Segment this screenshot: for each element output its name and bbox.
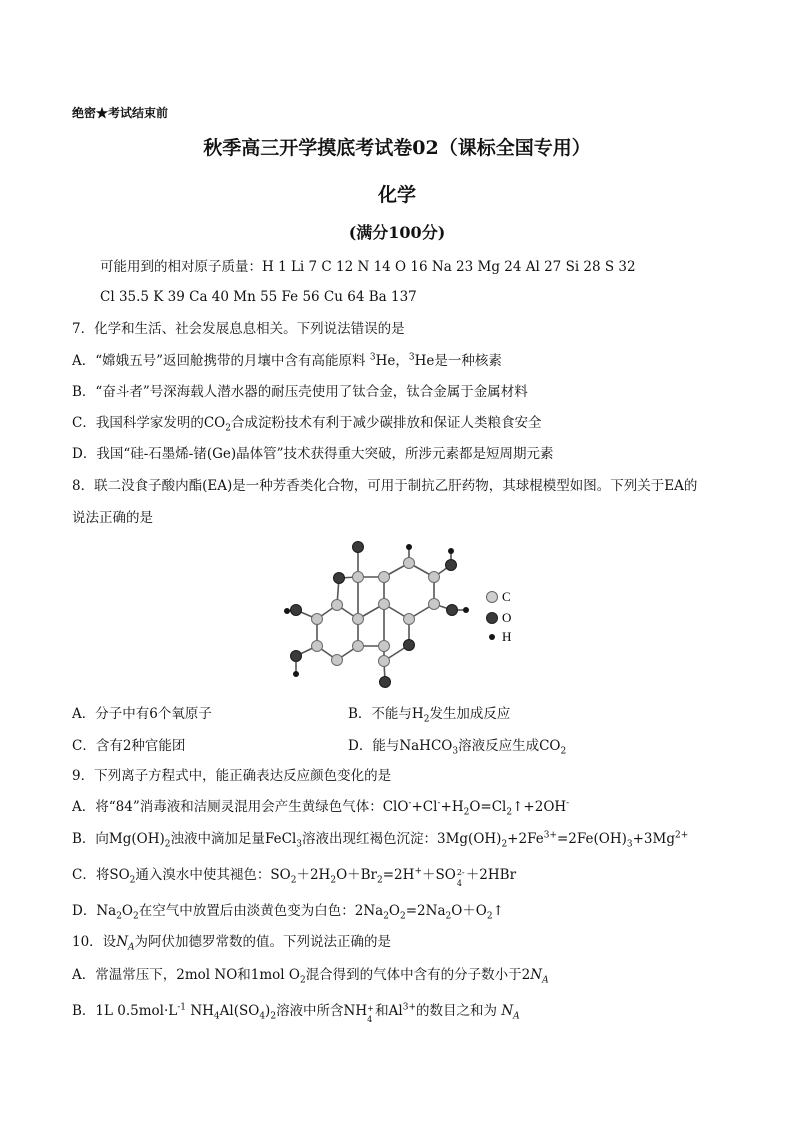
q9-option-b: B．向$Mg(OH)_2$浊液中滴加足量FeCl$_3$溶液出现红褐色沉淀：$3Mg(OH)_2+2Fe^{3+}=2Fe(OH)_3+3Mg^{2+}$ bbox=[72, 830, 689, 850]
legend-hydrogen-label: H bbox=[502, 629, 512, 644]
hydrogen-atom bbox=[406, 544, 412, 550]
q7-option-d: D．我国“硅-石墨烯-锗(Ge)晶体管”技术获得重大突破，所涉元素都是短周期元素 bbox=[72, 446, 554, 462]
oxygen-atom bbox=[446, 560, 457, 571]
carbon-atom bbox=[429, 572, 440, 583]
atomic-masses-line-1: 可能用到的相对原子质量：H 1 Li 7 C 12 N 14 O 16 Na 23 Mg 24 Al 27 Si 28 S 32 bbox=[100, 259, 636, 275]
full-score: (满分100分) bbox=[348, 223, 446, 242]
hydrogen-atom bbox=[448, 548, 454, 554]
carbon-atom bbox=[379, 599, 390, 610]
exam-title: 秋季高三开学摸底考试卷02（课标全国专用） bbox=[203, 137, 591, 159]
oxygen-atom bbox=[404, 640, 415, 651]
oxygen-atom bbox=[291, 605, 302, 616]
molecule-legend bbox=[487, 589, 512, 644]
q7-stem: 7．化学和生活、社会发展息息相关。下列说法错误的是 bbox=[72, 321, 405, 337]
oxygen-atom bbox=[291, 651, 302, 662]
ea-ball-and-stick-model bbox=[270, 535, 530, 695]
oxygen-atom bbox=[447, 605, 458, 616]
carbon-atom bbox=[404, 614, 415, 625]
q9-stem: 9．下列离子方程式中，能正确表达反应颜色变化的是 bbox=[72, 768, 392, 784]
hydrogen-atom bbox=[293, 671, 299, 677]
legend-oxygen-label: O bbox=[502, 610, 512, 625]
oxygen-atom bbox=[334, 573, 345, 584]
carbon-atom bbox=[353, 641, 364, 652]
q8-stem-line-2: 说法正确的是 bbox=[72, 510, 153, 526]
q9-option-c: C．将$SO_2$通入溴水中使其褪色：$SO_2+2H_2O+Br_2=2H^++SO$ 2- 4 ＋2HBr bbox=[72, 866, 517, 888]
q8-option-c: C．含有2种官能团 bbox=[72, 738, 186, 754]
q9-option-a: A．将“84”消毒液和洁厕灵混用会产生黄绿色气体：$ClO^-+Cl^-+H_2O=Cl_2↑+2OH^-$ bbox=[72, 798, 570, 818]
legend-carbon-ball bbox=[487, 592, 498, 603]
carbon-atom bbox=[379, 572, 390, 583]
oxygen-atom bbox=[380, 677, 391, 688]
confidential-label: 绝密★考试结束前 bbox=[72, 106, 169, 120]
carbon-atom bbox=[312, 614, 323, 625]
carbon-atom bbox=[312, 641, 323, 652]
q7-option-b: B．“奋斗者”号深海载人潜水器的耐压壳使用了钛合金，钛合金属于金属材料 bbox=[72, 384, 528, 400]
q8-option-a: A．分子中有6个氧原子 bbox=[72, 706, 212, 722]
carbon-atom bbox=[404, 558, 415, 569]
q10-option-a: A．常温常压下，2mol NO和1mol $O_2$混合得到的气体中含有的分子数小于$2N_A$ bbox=[72, 967, 549, 986]
carbon-atom bbox=[353, 614, 364, 625]
carbon-atom bbox=[379, 656, 390, 667]
oxygen-atom bbox=[353, 542, 364, 553]
q7-option-c: C．我国科学家发明的$CO_2$合成淀粉技术有利于减少碳排放和保证人类粮食安全 bbox=[72, 415, 542, 434]
carbon-atom bbox=[332, 655, 343, 666]
q8-stem-line-1: 8．联二没食子酸内酯(EA)是一种芳香类化合物，可用于制抗乙肝药物，其球棍模型如图。下列关于EA的 bbox=[72, 478, 698, 494]
hydrogen-atom bbox=[284, 608, 290, 614]
q10-option-b: B．1L $0.5mol\cdot L^{-1}$ $NH_4Al(SO_4)_2$溶液中所含NH + 4 和$Al^{3+}$的数目之和为 $N_A$ bbox=[72, 1002, 520, 1024]
q8-option-b: B．不能与$H_2$发生加成反应 bbox=[348, 706, 511, 725]
carbon-atom bbox=[353, 572, 364, 583]
carbon-atom bbox=[429, 599, 440, 610]
molecule-atoms bbox=[284, 542, 469, 688]
subject-title: 化学 bbox=[377, 184, 416, 206]
q7-option-a: A．“嫦娥五号”返回舱携带的月壤中含有高能原料 $^3$He，$^3$He是一种核素 bbox=[72, 352, 502, 369]
carbon-atom bbox=[332, 600, 343, 611]
atomic-masses-line-2: Cl 35.5 K 39 Ca 40 Mn 55 Fe 56 Cu 64 Ba 137 bbox=[100, 289, 417, 305]
hydrogen-atom bbox=[463, 607, 469, 613]
legend-hydrogen-ball bbox=[489, 634, 495, 640]
q10-stem: 10．设$N_A$为阿伏加德罗常数的值。下列说法正确的是 bbox=[72, 934, 391, 953]
q8-option-d: D．能与NaHCO$_3$溶液反应生成$CO_2$ bbox=[348, 738, 567, 757]
carbon-atom bbox=[379, 641, 390, 652]
legend-oxygen-ball bbox=[487, 613, 498, 624]
legend-carbon-label: C bbox=[502, 589, 511, 604]
q9-option-d: D．$Na_2O_2$在空气中放置后由淡黄色变为白色：$2Na_2O_2=2Na_2O+O_2↑$ bbox=[72, 903, 504, 922]
